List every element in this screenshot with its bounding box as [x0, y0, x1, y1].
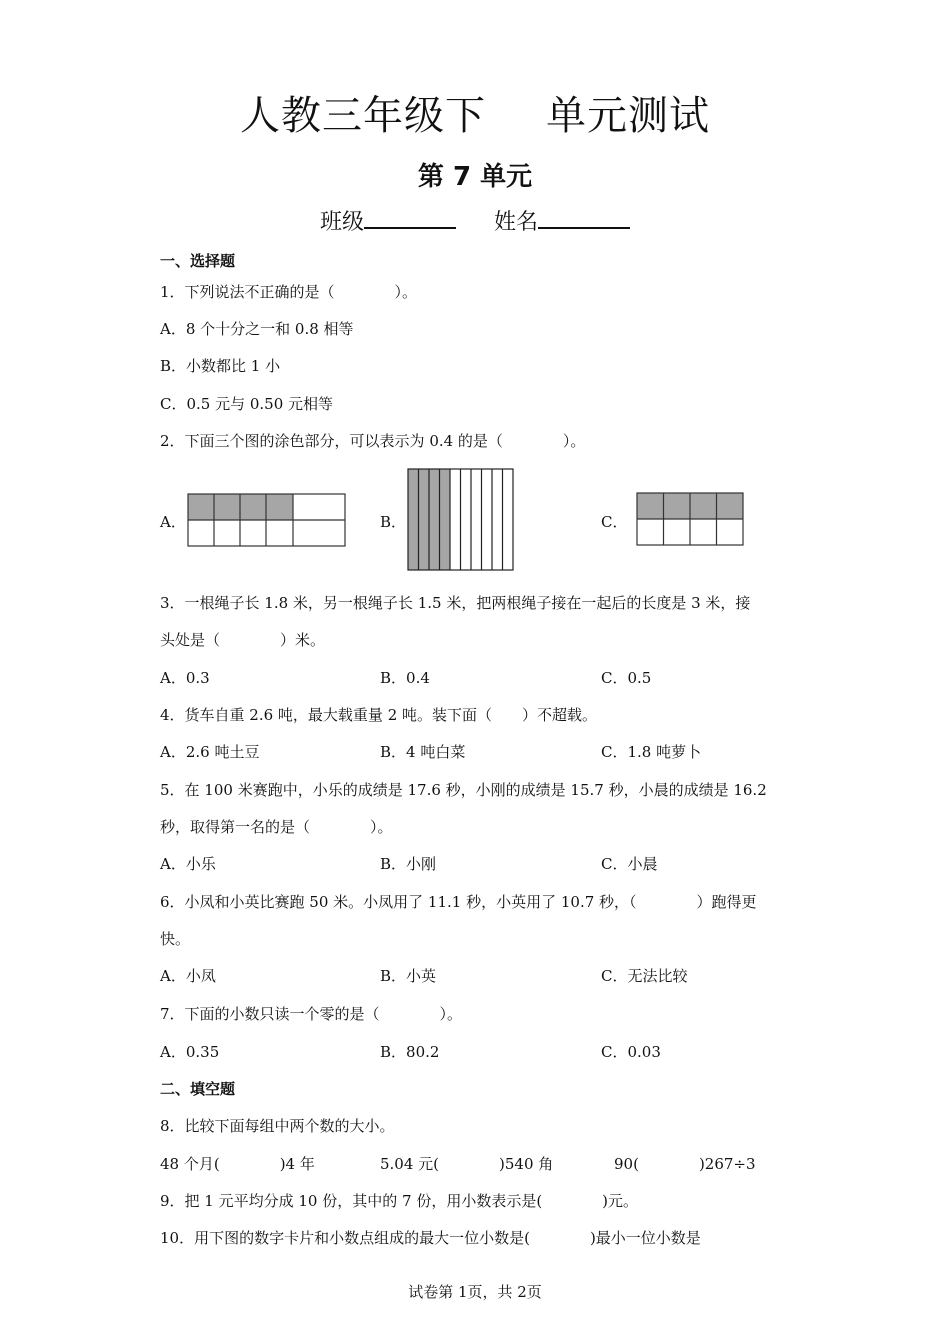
question-5-stem-line2: 秒，取得第一名的是（ ）。	[160, 818, 393, 836]
question-3-stem-line2: 头处是（ ）米。	[160, 631, 326, 649]
question-6-stem-line1: 6．小凤和小英比赛跑 50 米。小凤用了 11.1 秒，小英用了 10.7 秒，（ ）跑得更	[160, 893, 757, 911]
title-right: 单元测试	[546, 93, 710, 139]
question-7-option-a[interactable]: A．0.35	[160, 1043, 220, 1061]
title-left: 人教三年级下	[240, 93, 486, 139]
question-1-option-b[interactable]: B．小数都比 1 小	[160, 357, 281, 375]
question-10-stem: 10．用下图的数字卡片和小数点组成的最大一位小数是( )最小一位小数是	[160, 1229, 701, 1247]
section-heading-fill: 二、填空题	[160, 1080, 236, 1098]
question-7-stem: 7．下面的小数只读一个零的是（ ）。	[160, 1005, 463, 1023]
question-9-stem: 9．把 1 元平均分成 10 份，其中的 7 份，用小数表示是( )元。	[160, 1192, 639, 1210]
question-5-option-b[interactable]: B．小刚	[380, 855, 437, 873]
question-2-option-c[interactable]: C．	[601, 513, 628, 531]
class-blank[interactable]	[364, 205, 456, 229]
question-1-stem: 1．下列说法不正确的是（ ）。	[160, 283, 418, 301]
question-6-option-c[interactable]: C．无法比较	[601, 967, 688, 985]
question-7-option-c[interactable]: C．0.03	[601, 1043, 661, 1061]
figure-a-cell-shaded	[266, 494, 293, 520]
question-3-option-b[interactable]: B．0.4	[380, 669, 430, 687]
question-2-option-a[interactable]: A．	[160, 513, 186, 531]
figure-a-cell-shaded	[214, 494, 240, 520]
question-4-option-c[interactable]: C．1.8 吨萝卜	[601, 743, 702, 761]
question-8-pair-2[interactable]: 5.04 元( )540 角	[380, 1155, 554, 1173]
question-8-pair-1[interactable]: 48 个月( )4 年	[160, 1155, 315, 1173]
figure-a-grid	[187, 493, 347, 548]
question-5-option-c[interactable]: C．小晨	[601, 855, 658, 873]
page-title	[0, 84, 950, 141]
question-2-stem: 2．下面三个图的涂色部分，可以表示为 0.4 的是（ ）。	[160, 432, 586, 450]
question-6-option-a[interactable]: A．小凤	[160, 967, 216, 985]
class-name-line	[0, 205, 950, 236]
figure-b-strips	[407, 468, 515, 572]
figure-a-cell-shaded	[188, 494, 214, 520]
question-4-option-a[interactable]: A．2.6 吨土豆	[160, 743, 260, 761]
question-7-option-b[interactable]: B．80.2	[380, 1043, 440, 1061]
question-5-option-a[interactable]: A．小乐	[160, 855, 216, 873]
class-label: 班级	[319, 210, 364, 235]
figure-c-grid	[636, 492, 746, 547]
question-5-stem-line1: 5．在 100 米赛跑中，小乐的成绩是 17.6 秒，小刚的成绩是 15.7 秒，小晨的成绩是 16.2	[160, 781, 767, 799]
question-1-option-c[interactable]: C．0.5 元与 0.50 元相等	[160, 395, 334, 413]
question-6-stem-line2: 快。	[160, 930, 191, 948]
section-heading-choice: 一、选择题	[160, 252, 236, 270]
question-8-stem: 8．比较下面每组中两个数的大小。	[160, 1117, 395, 1135]
question-2-option-b[interactable]: B．	[380, 513, 407, 531]
name-blank[interactable]	[538, 205, 630, 229]
unit-subtitle: 第 7 单元	[417, 162, 533, 192]
question-6-option-b[interactable]: B．小英	[380, 967, 437, 985]
name-label: 姓名	[494, 210, 539, 235]
page-footer: 试卷第 1页，共 2页	[408, 1283, 542, 1301]
figure-a-cell-shaded	[240, 494, 266, 520]
question-3-option-a[interactable]: A．0.3	[160, 669, 210, 687]
question-1-option-a[interactable]: A．8 个十分之一和 0.8 相等	[160, 320, 354, 338]
question-4-option-b[interactable]: B．4 吨白菜	[380, 743, 466, 761]
question-4-stem: 4．货车自重 2.6 吨，最大载重量 2 吨。装下面（ ）不超载。	[160, 706, 598, 724]
question-3-option-c[interactable]: C．0.5	[601, 669, 652, 687]
question-8-pair-3[interactable]: 90( )267÷3	[614, 1155, 756, 1173]
question-3-stem-line1: 3．一根绳子长 1.8 米，另一根绳子长 1.5 米，把两根绳子接在一起后的长度是 3 米，接	[160, 594, 751, 612]
